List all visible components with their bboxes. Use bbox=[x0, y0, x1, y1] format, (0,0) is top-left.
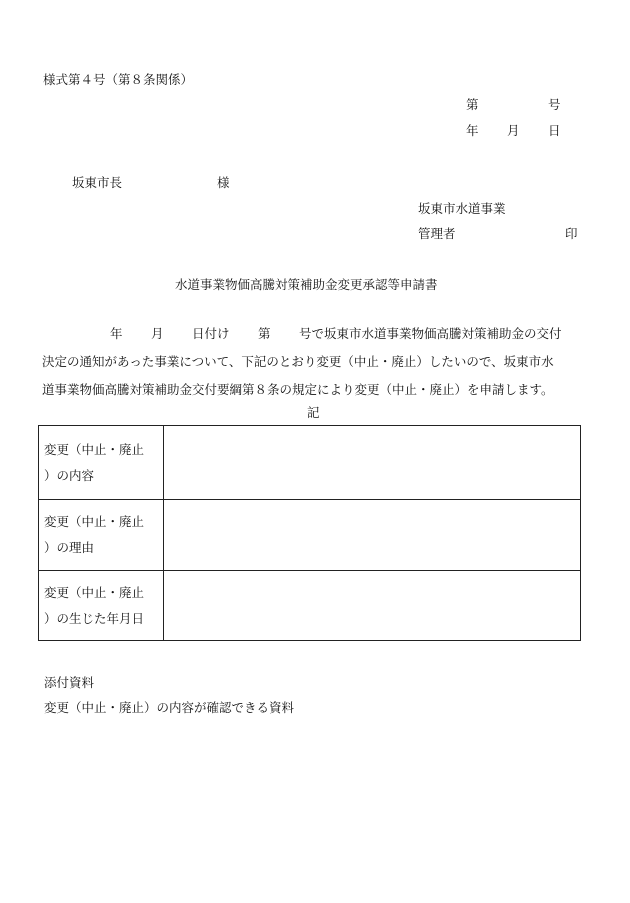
attachments-item: 変更（中止・廃止）の内容が確認できる資料 bbox=[44, 700, 295, 715]
body-number-rest: 号で坂東市水道事業物価高騰対策補助金の交付 bbox=[299, 326, 562, 341]
addressee-name: 坂東市長 bbox=[72, 175, 123, 190]
document-number-prefix: 第 bbox=[466, 97, 479, 112]
table-row bbox=[39, 571, 581, 641]
body-line-2: 決定の通知があった事業について、下記のとおり変更（中止・廃止）したいので、坂東市水 bbox=[42, 354, 554, 369]
attachments-heading: 添付資料 bbox=[44, 675, 95, 690]
date-day-label: 日 bbox=[548, 123, 561, 138]
addressee-honorific: 様 bbox=[217, 175, 230, 190]
body-day: 日付け bbox=[192, 326, 230, 341]
document-title: 水道事業物価高騰対策補助金変更承認等申請書 bbox=[175, 277, 438, 292]
body-year: 年 bbox=[110, 326, 123, 341]
table-row bbox=[39, 500, 581, 571]
body-line-3: 道事業物価高騰対策補助金交付要綱第８条の規定により変更（中止・廃止）を申請します。 bbox=[42, 382, 554, 397]
date-year-label: 年 bbox=[466, 123, 479, 138]
body-month: 月 bbox=[151, 326, 164, 341]
ki-heading: 記 bbox=[307, 405, 320, 420]
applicant-organization: 坂東市水道事業 bbox=[418, 201, 506, 216]
change-details-table bbox=[38, 425, 581, 641]
change-reason-field[interactable] bbox=[164, 500, 581, 571]
date-month-label: 月 bbox=[507, 123, 520, 138]
change-content-field[interactable] bbox=[164, 426, 581, 500]
row-label: 変更（中止・廃止 ）の内容 bbox=[39, 426, 164, 500]
body-number-prefix: 第 bbox=[258, 326, 271, 341]
body-paragraph bbox=[42, 320, 590, 404]
seal-mark: 印 bbox=[565, 226, 578, 241]
change-date-field[interactable] bbox=[164, 571, 581, 641]
applicant-role: 管理者 bbox=[418, 226, 456, 241]
table-row bbox=[39, 426, 581, 500]
form-number: 様式第４号（第８条関係） bbox=[43, 72, 194, 87]
body-line-1 bbox=[42, 320, 590, 348]
document-number-suffix: 号 bbox=[548, 97, 561, 112]
row-label: 変更（中止・廃止 ）の理由 bbox=[39, 500, 164, 571]
row-label: 変更（中止・廃止 ）の生じた年月日 bbox=[39, 571, 164, 641]
